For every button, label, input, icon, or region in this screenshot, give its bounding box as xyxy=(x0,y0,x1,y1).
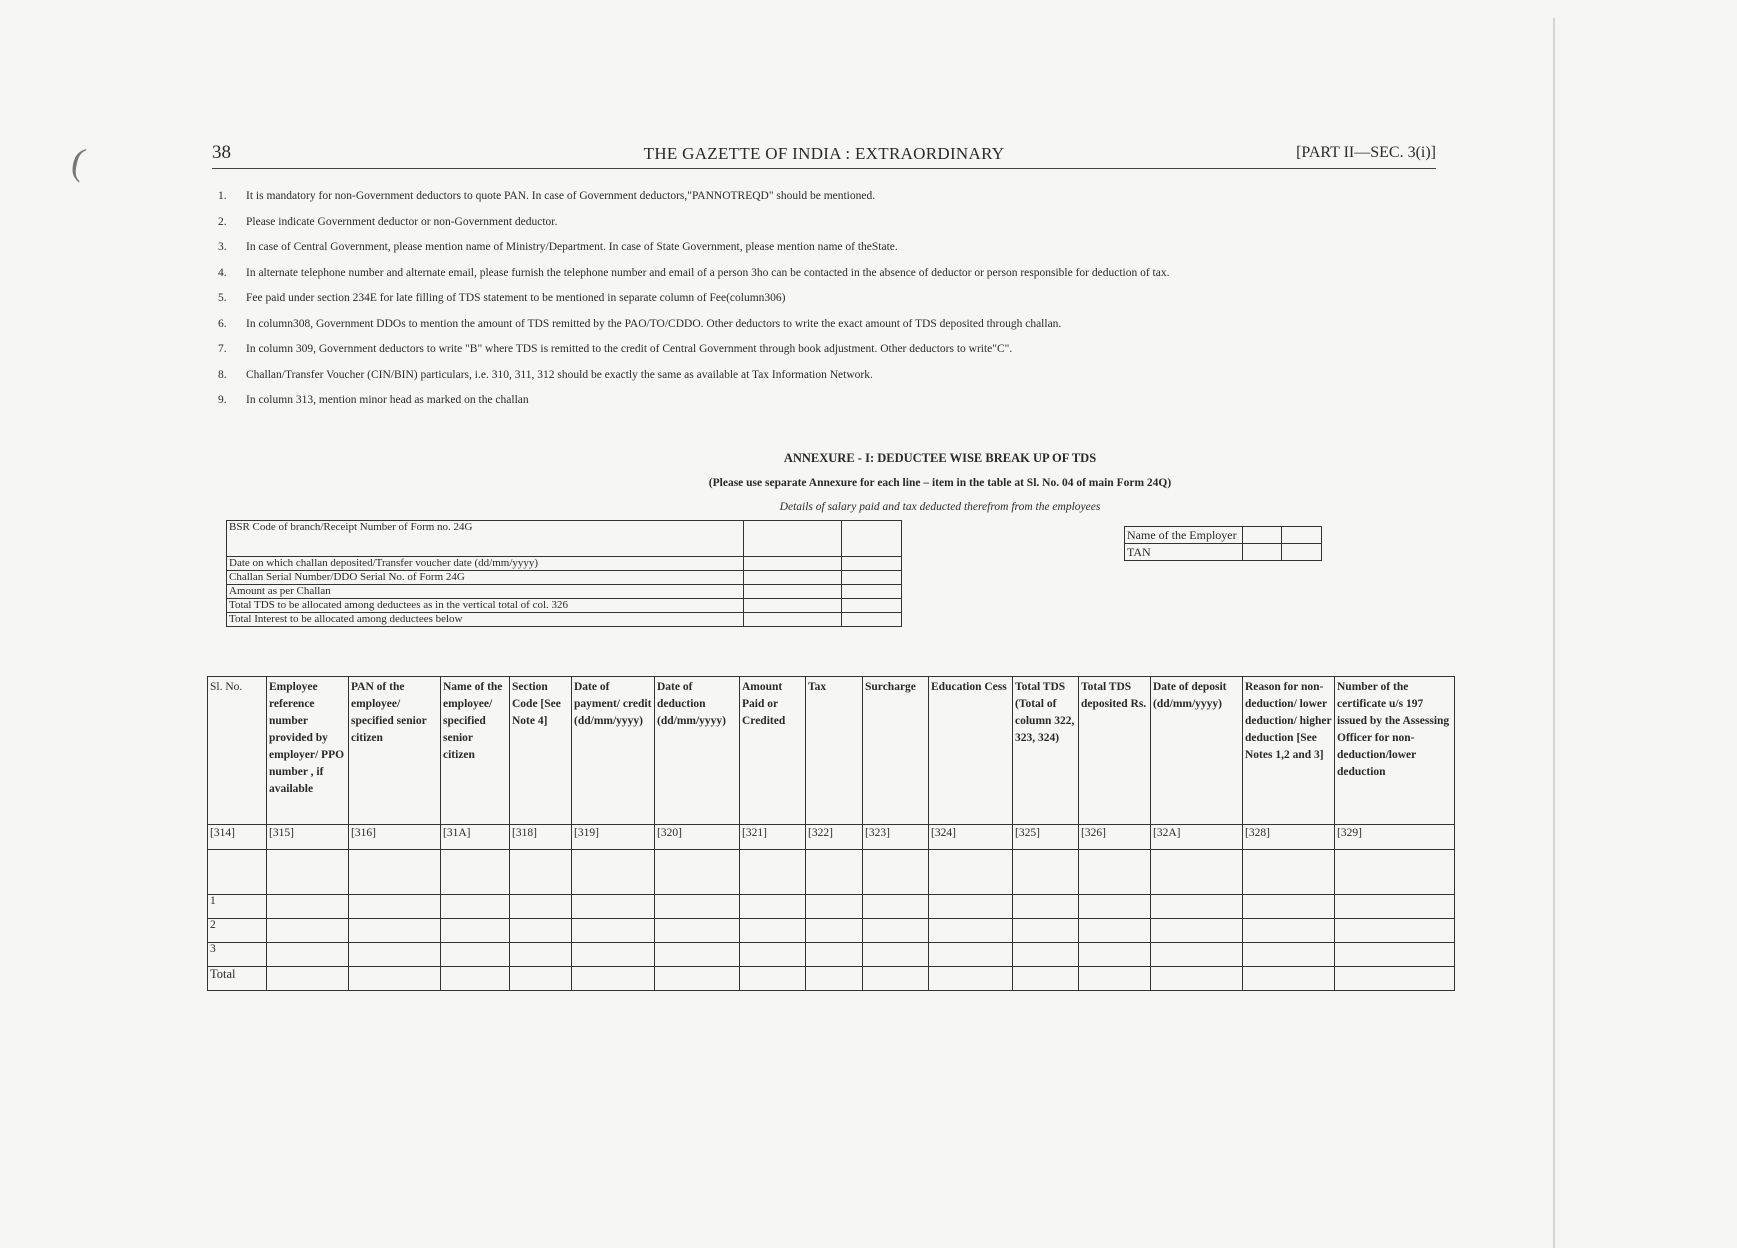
table-cell[interactable] xyxy=(1013,919,1079,943)
scan-mark: ( xyxy=(67,140,89,184)
note-number: 2. xyxy=(218,215,227,228)
challan-field-label: Total TDS to be allocated among deductees as in the vertical total of col. 326 xyxy=(227,599,744,613)
table-cell[interactable] xyxy=(806,943,863,967)
table-cell[interactable] xyxy=(740,943,806,967)
table-row xyxy=(208,919,1455,943)
note-text: In column 309, Government deductors to write "B" where TDS is remitted to the credit of Central Government through book adjustment. Other deductors to write"C". xyxy=(246,343,1013,355)
row-serial-number: 1 xyxy=(208,895,267,919)
column-header: Tax xyxy=(806,677,863,825)
table-cell[interactable] xyxy=(1335,895,1455,919)
header-row xyxy=(208,677,1455,825)
table-cell[interactable] xyxy=(863,850,929,895)
table-cell[interactable] xyxy=(267,919,349,943)
note-item xyxy=(218,216,1428,242)
employer-value-cell[interactable] xyxy=(1242,527,1282,544)
total-cell[interactable] xyxy=(1335,967,1455,991)
table-cell[interactable] xyxy=(1013,850,1079,895)
challan-value-cell[interactable] xyxy=(842,521,902,557)
table-cell[interactable] xyxy=(929,919,1013,943)
challan-value-cell[interactable] xyxy=(744,585,842,599)
note-item xyxy=(218,343,1428,369)
challan-row xyxy=(227,599,902,613)
table-cell[interactable] xyxy=(441,919,510,943)
table-cell[interactable] xyxy=(267,895,349,919)
table-cell[interactable] xyxy=(1243,943,1335,967)
table-cell[interactable] xyxy=(1151,943,1243,967)
total-cell[interactable] xyxy=(349,967,441,991)
table-cell[interactable] xyxy=(1013,943,1079,967)
table-cell[interactable] xyxy=(655,850,740,895)
column-code: [319] xyxy=(572,825,655,850)
challan-details-table xyxy=(226,520,902,627)
column-header: Total TDS deposited Rs. xyxy=(1079,677,1151,825)
total-cell[interactable] xyxy=(1079,967,1151,991)
note-number: 1. xyxy=(218,190,227,202)
row-serial-number: 3 xyxy=(208,943,267,967)
table-cell[interactable] xyxy=(929,895,1013,919)
column-header: Surcharge xyxy=(863,677,929,825)
challan-field-label: BSR Code of branch/Receipt Number of Form no. 24G xyxy=(227,521,744,557)
table-cell[interactable] xyxy=(1151,919,1243,943)
note-number: 4. xyxy=(218,266,227,279)
note-item xyxy=(218,292,1428,318)
table-cell[interactable] xyxy=(1243,895,1335,919)
table-cell[interactable] xyxy=(572,850,655,895)
column-header: Reason for non-deduction/ lower deduction/ higher deduction [See Notes 1,2 and 3] xyxy=(1243,677,1335,825)
column-code: [314] xyxy=(208,825,267,850)
table-cell[interactable] xyxy=(740,895,806,919)
column-code: [322] xyxy=(806,825,863,850)
challan-value-cell[interactable] xyxy=(842,599,902,613)
table-row xyxy=(208,943,1455,967)
total-cell[interactable] xyxy=(1243,967,1335,991)
column-code: [320] xyxy=(655,825,740,850)
table-cell[interactable] xyxy=(1335,919,1455,943)
column-header: Sl. No. xyxy=(208,677,267,825)
note-item xyxy=(218,394,1428,420)
table-cell[interactable] xyxy=(349,895,441,919)
table-cell[interactable] xyxy=(1243,919,1335,943)
table-cell[interactable] xyxy=(1079,943,1151,967)
column-header: Employee reference number provided by employer/ PPO number , if available xyxy=(267,677,349,825)
challan-field-label: Total Interest to be allocated among deductees below xyxy=(227,613,744,627)
column-code: [325] xyxy=(1013,825,1079,850)
table-cell[interactable] xyxy=(349,943,441,967)
note-number: 8. xyxy=(218,368,227,381)
page-edge-shadow xyxy=(1553,18,1555,1248)
page-header xyxy=(212,142,1436,169)
employer-value-cell[interactable] xyxy=(1282,527,1322,544)
blank-row xyxy=(208,850,1455,895)
table-cell[interactable] xyxy=(863,943,929,967)
table-cell[interactable] xyxy=(572,919,655,943)
challan-field-label: Amount as per Challan xyxy=(227,585,744,599)
note-item xyxy=(218,267,1428,293)
table-cell[interactable] xyxy=(655,943,740,967)
note-item xyxy=(218,190,1428,216)
employer-row xyxy=(1125,544,1322,561)
table-cell[interactable] xyxy=(655,895,740,919)
table-cell[interactable] xyxy=(1151,850,1243,895)
column-code: [315] xyxy=(267,825,349,850)
challan-row xyxy=(227,557,902,571)
deductee-breakup-table xyxy=(207,676,1455,991)
employer-row xyxy=(1125,527,1322,544)
total-cell[interactable] xyxy=(441,967,510,991)
column-code: [324] xyxy=(929,825,1013,850)
column-header: Date of payment/ credit (dd/mm/yyyy) xyxy=(572,677,655,825)
table-cell[interactable] xyxy=(740,919,806,943)
employer-field-label: TAN xyxy=(1125,544,1243,561)
challan-row xyxy=(227,613,902,627)
challan-row xyxy=(227,571,902,585)
gazette-title: THE GAZETTE OF INDIA : EXTRAORDINARY xyxy=(643,144,1005,163)
total-cell[interactable] xyxy=(740,967,806,991)
column-code: [326] xyxy=(1079,825,1151,850)
table-cell[interactable] xyxy=(929,943,1013,967)
challan-value-cell[interactable] xyxy=(744,521,842,557)
column-header: Name of the employee/ specified senior citizen xyxy=(441,677,510,825)
total-cell[interactable] xyxy=(655,967,740,991)
total-cell[interactable] xyxy=(510,967,572,991)
note-text: In column308, Government DDOs to mention the amount of TDS remitted by the PAO/TO/CDDO. Other deductors to write the exact amount of TDS deposited through challan. xyxy=(246,317,1062,330)
table-cell[interactable] xyxy=(572,943,655,967)
note-number: 7. xyxy=(218,343,227,355)
note-text: Please indicate Government deductor or non-Government deductor. xyxy=(246,215,558,228)
table-cell[interactable] xyxy=(929,850,1013,895)
table-cell[interactable] xyxy=(863,895,929,919)
table-cell[interactable] xyxy=(349,850,441,895)
column-code-row xyxy=(208,825,1455,850)
table-cell[interactable] xyxy=(572,895,655,919)
employer-value-cell[interactable] xyxy=(1242,544,1282,561)
table-cell[interactable] xyxy=(1335,943,1455,967)
challan-value-cell[interactable] xyxy=(744,599,842,613)
note-item xyxy=(218,241,1428,267)
table-cell[interactable] xyxy=(267,850,349,895)
note-number: 6. xyxy=(218,317,227,330)
table-cell[interactable] xyxy=(441,895,510,919)
table-cell[interactable] xyxy=(740,850,806,895)
table-cell[interactable] xyxy=(441,850,510,895)
total-cell[interactable] xyxy=(1151,967,1243,991)
column-header: Number of the certificate u/s 197 issued by the Assessing Officer for non-deduction/lower deduction xyxy=(1335,677,1455,825)
challan-row xyxy=(227,521,902,557)
employer-field-label: Name of the Employer xyxy=(1125,527,1243,544)
table-cell[interactable] xyxy=(1151,895,1243,919)
table-cell[interactable] xyxy=(510,919,572,943)
annexure-title: ANNEXURE - I: DEDUCTEE WISE BREAK UP OF TDS xyxy=(783,451,1097,465)
column-code: [316] xyxy=(349,825,441,850)
table-cell[interactable] xyxy=(1079,895,1151,919)
total-cell[interactable] xyxy=(267,967,349,991)
note-number: 5. xyxy=(218,292,227,304)
notes-list xyxy=(218,190,1428,420)
table-cell[interactable] xyxy=(1079,919,1151,943)
column-header: Section Code [See Note 4] xyxy=(510,677,572,825)
table-cell[interactable] xyxy=(1079,850,1151,895)
row-serial-number: 2 xyxy=(208,919,267,943)
column-code: [329] xyxy=(1335,825,1455,850)
column-code: [318] xyxy=(510,825,572,850)
challan-value-cell[interactable] xyxy=(744,557,842,571)
challan-value-cell[interactable] xyxy=(842,585,902,599)
column-header: Date of deposit (dd/mm/yyyy) xyxy=(1151,677,1243,825)
total-cell[interactable] xyxy=(806,967,863,991)
part-section-label: [PART II—SEC. 3(i)] xyxy=(1296,144,1436,161)
note-number: 9. xyxy=(218,394,227,406)
challan-value-cell[interactable] xyxy=(842,571,902,585)
column-code: [328] xyxy=(1243,825,1335,850)
table-cell[interactable] xyxy=(1335,850,1455,895)
column-code: [31A] xyxy=(441,825,510,850)
table-cell[interactable] xyxy=(349,919,441,943)
total-row xyxy=(208,967,1455,991)
note-text: It is mandatory for non-Government deductors to quote PAN. In case of Government deductors,"PANNOTREQD" should be mentioned. xyxy=(246,190,876,202)
table-cell[interactable] xyxy=(208,850,267,895)
table-cell[interactable] xyxy=(441,943,510,967)
note-text: In alternate telephone number and alternate email, please furnish the telephone number and email of a person 3ho can be contacted in the absence of deductor or person responsible for deduction of tax. xyxy=(246,266,1170,279)
employer-value-cell[interactable] xyxy=(1282,544,1322,561)
challan-value-cell[interactable] xyxy=(842,613,902,627)
table-cell[interactable] xyxy=(1243,850,1335,895)
table-cell[interactable] xyxy=(863,919,929,943)
challan-value-cell[interactable] xyxy=(744,613,842,627)
table-cell[interactable] xyxy=(806,895,863,919)
employer-details-table xyxy=(1124,526,1322,561)
table-cell[interactable] xyxy=(655,919,740,943)
table-row xyxy=(208,895,1455,919)
table-cell[interactable] xyxy=(510,895,572,919)
table-cell[interactable] xyxy=(806,850,863,895)
total-cell[interactable] xyxy=(1013,967,1079,991)
table-cell[interactable] xyxy=(510,943,572,967)
note-item xyxy=(218,369,1428,395)
challan-value-cell[interactable] xyxy=(744,571,842,585)
note-text: In case of Central Government, please mention name of Ministry/Department. In case of State Government, please mention name of theState. xyxy=(246,241,898,253)
table-cell[interactable] xyxy=(267,943,349,967)
note-item xyxy=(218,318,1428,344)
total-cell[interactable] xyxy=(863,967,929,991)
note-number: 3. xyxy=(218,241,227,253)
total-cell[interactable] xyxy=(572,967,655,991)
challan-field-label: Date on which challan deposited/Transfer voucher date (dd/mm/yyyy) xyxy=(227,557,744,571)
annexure-instruction: (Please use separate Annexure for each line – item in the table at Sl. No. 04 of main Form 24Q) xyxy=(708,477,1172,489)
challan-value-cell[interactable] xyxy=(842,557,902,571)
column-code: [321] xyxy=(740,825,806,850)
note-text: Fee paid under section 234E for late filling of TDS statement to be mentioned in separate column of Fee(column306) xyxy=(246,292,786,304)
column-code: [323] xyxy=(863,825,929,850)
column-code: [32A] xyxy=(1151,825,1243,850)
column-header: Total TDS (Total of column 322, 323, 324) xyxy=(1013,677,1079,825)
note-text: In column 313, mention minor head as marked on the challan xyxy=(246,394,529,406)
note-text: Challan/Transfer Voucher (CIN/BIN) particulars, i.e. 310, 311, 312 should be exactly the same as available at Tax Information Network. xyxy=(246,368,873,381)
column-header: Amount Paid or Credited xyxy=(740,677,806,825)
column-header: PAN of the employee/ specified senior citizen xyxy=(349,677,441,825)
table-cell[interactable] xyxy=(510,850,572,895)
total-cell[interactable] xyxy=(929,967,1013,991)
annexure-caption: Details of salary paid and tax deducted therefrom from the employees xyxy=(779,501,1101,513)
challan-field-label: Challan Serial Number/DDO Serial No. of Form 24G xyxy=(227,571,744,585)
column-header: Date of deduction (dd/mm/yyyy) xyxy=(655,677,740,825)
table-cell[interactable] xyxy=(806,919,863,943)
page-number: 38 xyxy=(212,142,231,163)
column-header: Education Cess xyxy=(929,677,1013,825)
challan-row xyxy=(227,585,902,599)
total-label: Total xyxy=(208,967,267,991)
table-cell[interactable] xyxy=(1013,895,1079,919)
